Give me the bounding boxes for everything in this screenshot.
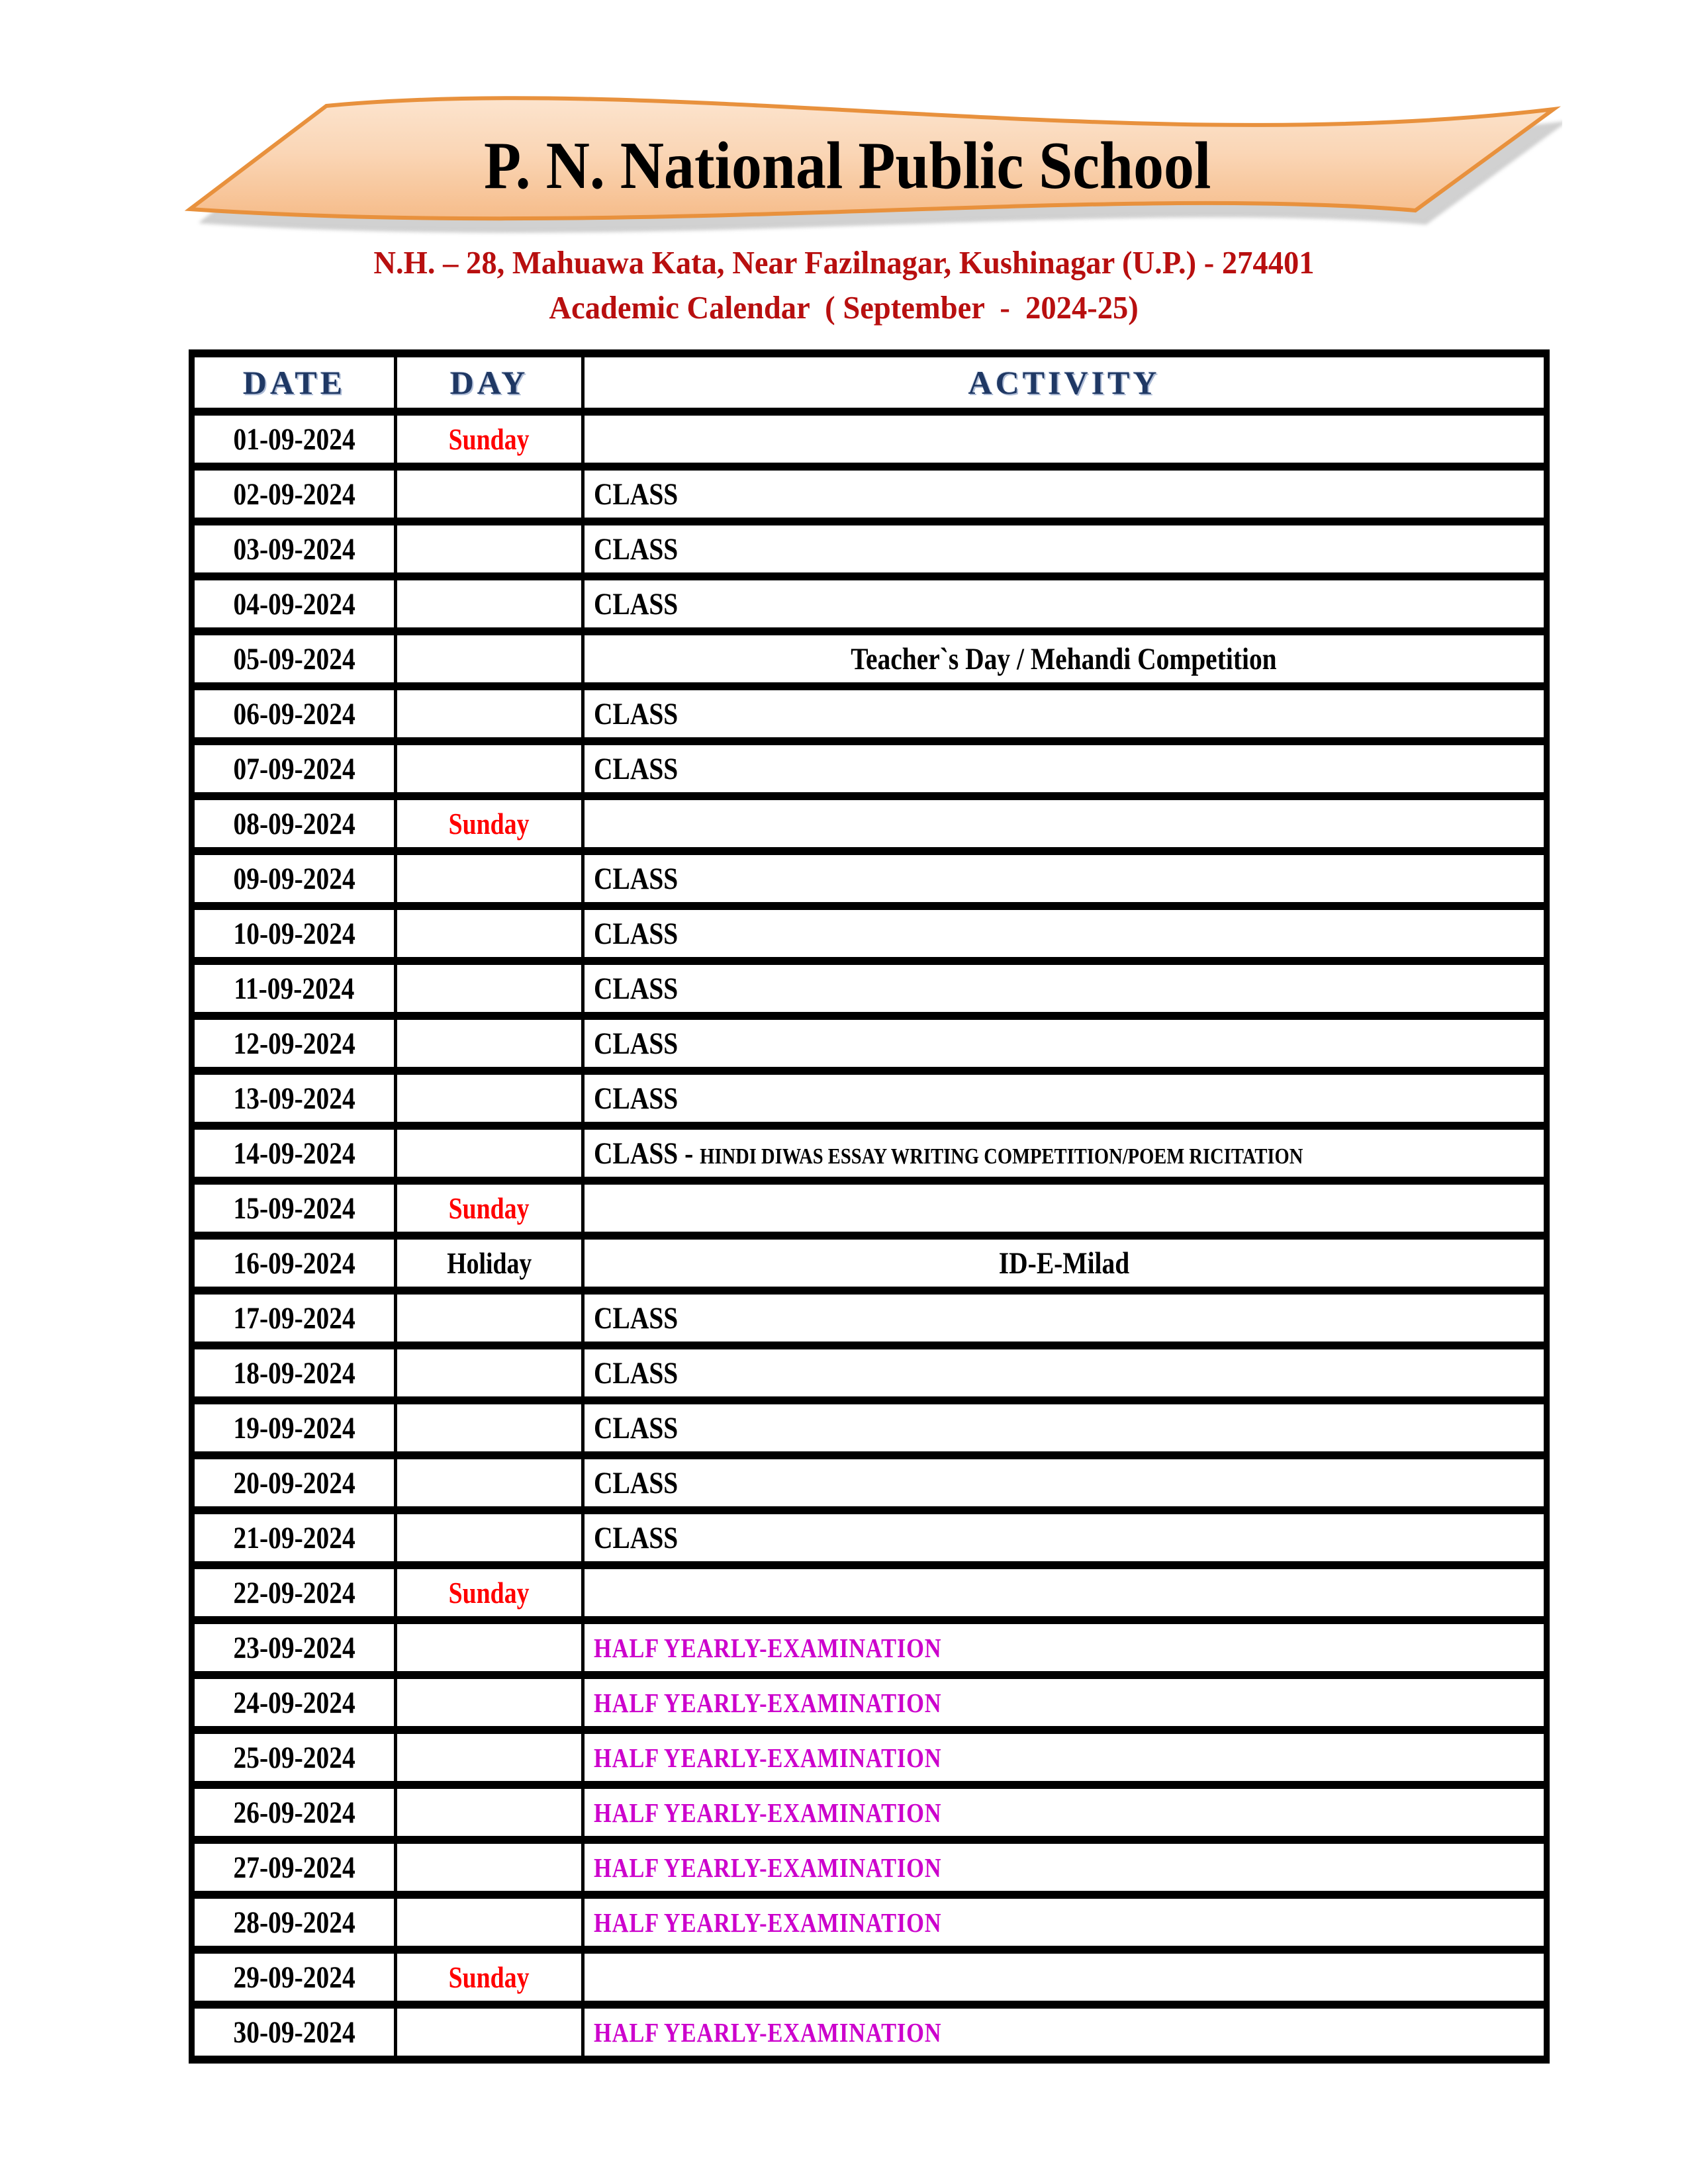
date-cell: 25-09-2024 bbox=[192, 1730, 396, 1785]
academic-calendar-table bbox=[189, 349, 1550, 2064]
date-cell: 30-09-2024 bbox=[192, 2005, 396, 2060]
school-address: N.H. – 28, Mahuawa Kata, Near Fazilnagar, Kushinagar (U.P.) - 274401 bbox=[373, 244, 1315, 281]
activity-cell: CLASS bbox=[583, 851, 1547, 906]
date-cell: 15-09-2024 bbox=[192, 1181, 396, 1236]
date-cell: 02-09-2024 bbox=[192, 467, 396, 522]
school-name: P. N. National Public School bbox=[483, 128, 1211, 203]
day-cell bbox=[396, 467, 583, 522]
table-row bbox=[192, 2005, 1547, 2060]
day-cell: Sunday bbox=[396, 796, 583, 851]
date-cell: 20-09-2024 bbox=[192, 1455, 396, 1510]
table-row bbox=[192, 1181, 1547, 1236]
activity-cell: Teacher`s Day / Mehandi Competition bbox=[583, 631, 1547, 686]
table-header-row bbox=[192, 353, 1547, 412]
column-header-activity: ACTIVITY bbox=[583, 353, 1547, 412]
activity-cell bbox=[583, 1181, 1547, 1236]
date-cell: 24-09-2024 bbox=[192, 1675, 396, 1730]
date-cell: 08-09-2024 bbox=[192, 796, 396, 851]
day-cell: Sunday bbox=[396, 412, 583, 467]
day-cell bbox=[396, 961, 583, 1016]
day-cell bbox=[396, 1455, 583, 1510]
date-cell: 09-09-2024 bbox=[192, 851, 396, 906]
activity-cell: HALF YEARLY-EXAMINATION bbox=[583, 2005, 1547, 2060]
table-row bbox=[192, 1510, 1547, 1565]
day-cell bbox=[396, 1345, 583, 1400]
table-row bbox=[192, 1565, 1547, 1620]
date-cell: 05-09-2024 bbox=[192, 631, 396, 686]
date-cell: 06-09-2024 bbox=[192, 686, 396, 741]
day-cell bbox=[396, 576, 583, 631]
date-cell: 04-09-2024 bbox=[192, 576, 396, 631]
day-cell bbox=[396, 1620, 583, 1675]
activity-cell: CLASS bbox=[583, 1455, 1547, 1510]
table-row bbox=[192, 1400, 1547, 1455]
activity-cell: CLASS bbox=[583, 1345, 1547, 1400]
day-cell bbox=[396, 631, 583, 686]
activity-cell: CLASS bbox=[583, 467, 1547, 522]
table-row bbox=[192, 796, 1547, 851]
date-cell: 13-09-2024 bbox=[192, 1071, 396, 1126]
table-row bbox=[192, 1291, 1547, 1345]
day-cell: Sunday bbox=[396, 1181, 583, 1236]
table-row bbox=[192, 1620, 1547, 1675]
table-row bbox=[192, 1236, 1547, 1291]
activity-cell: HALF YEARLY-EXAMINATION bbox=[583, 1840, 1547, 1895]
activity-cell: CLASS bbox=[583, 1071, 1547, 1126]
table-row bbox=[192, 522, 1547, 576]
date-cell: 21-09-2024 bbox=[192, 1510, 396, 1565]
table-row bbox=[192, 686, 1547, 741]
table-row bbox=[192, 1126, 1547, 1181]
activity-cell: CLASS bbox=[583, 1510, 1547, 1565]
activity-cell bbox=[583, 1950, 1547, 2005]
date-cell: 12-09-2024 bbox=[192, 1016, 396, 1071]
activity-cell: CLASS bbox=[583, 1016, 1547, 1071]
day-cell bbox=[396, 1510, 583, 1565]
calendar-title: Academic Calendar ( September - 2024-25) bbox=[549, 289, 1139, 326]
activity-cell bbox=[583, 796, 1547, 851]
activity-cell: HALF YEARLY-EXAMINATION bbox=[583, 1730, 1547, 1785]
day-cell bbox=[396, 741, 583, 796]
activity-cell: CLASS bbox=[583, 686, 1547, 741]
activity-cell: CLASS bbox=[583, 1291, 1547, 1345]
activity-cell: HALF YEARLY-EXAMINATION bbox=[583, 1785, 1547, 1840]
table-row bbox=[192, 467, 1547, 522]
activity-cell: CLASS bbox=[583, 522, 1547, 576]
date-cell: 18-09-2024 bbox=[192, 1345, 396, 1400]
activity-cell: HALF YEARLY-EXAMINATION bbox=[583, 1620, 1547, 1675]
table-row bbox=[192, 741, 1547, 796]
activity-cell: CLASS bbox=[583, 961, 1547, 1016]
date-cell: 19-09-2024 bbox=[192, 1400, 396, 1455]
day-cell bbox=[396, 851, 583, 906]
table-row bbox=[192, 851, 1547, 906]
activity-cell: CLASS bbox=[583, 741, 1547, 796]
table-row bbox=[192, 906, 1547, 961]
day-cell bbox=[396, 1016, 583, 1071]
table-row bbox=[192, 576, 1547, 631]
day-cell: Sunday bbox=[396, 1950, 583, 2005]
day-cell bbox=[396, 906, 583, 961]
column-header-date: DATE bbox=[192, 353, 396, 412]
day-cell bbox=[396, 1895, 583, 1950]
date-cell: 16-09-2024 bbox=[192, 1236, 396, 1291]
activity-cell: HALF YEARLY-EXAMINATION bbox=[583, 1895, 1547, 1950]
date-cell: 03-09-2024 bbox=[192, 522, 396, 576]
day-cell: Sunday bbox=[396, 1565, 583, 1620]
day-cell bbox=[396, 1400, 583, 1455]
table-row bbox=[192, 1950, 1547, 2005]
table-row bbox=[192, 1840, 1547, 1895]
activity-cell: ID-E-Milad bbox=[583, 1236, 1547, 1291]
table-row bbox=[192, 1730, 1547, 1785]
activity-cell: CLASS bbox=[583, 576, 1547, 631]
activity-cell bbox=[583, 1565, 1547, 1620]
table-row bbox=[192, 1345, 1547, 1400]
activity-cell: CLASS bbox=[583, 906, 1547, 961]
day-cell bbox=[396, 1785, 583, 1840]
table-row bbox=[192, 1455, 1547, 1510]
day-cell bbox=[396, 1840, 583, 1895]
table-row bbox=[192, 1675, 1547, 1730]
day-cell bbox=[396, 1291, 583, 1345]
day-cell bbox=[396, 1071, 583, 1126]
column-header-day: DAY bbox=[396, 353, 583, 412]
date-cell: 11-09-2024 bbox=[192, 961, 396, 1016]
date-cell: 01-09-2024 bbox=[192, 412, 396, 467]
date-cell: 27-09-2024 bbox=[192, 1840, 396, 1895]
date-cell: 26-09-2024 bbox=[192, 1785, 396, 1840]
activity-main-text: CLASS - bbox=[594, 1136, 700, 1171]
table-row bbox=[192, 1071, 1547, 1126]
date-cell: 28-09-2024 bbox=[192, 1895, 396, 1950]
day-cell bbox=[396, 1675, 583, 1730]
day-cell bbox=[396, 522, 583, 576]
date-cell: 17-09-2024 bbox=[192, 1291, 396, 1345]
day-cell: Holiday bbox=[396, 1236, 583, 1291]
table-row bbox=[192, 631, 1547, 686]
date-cell: 22-09-2024 bbox=[192, 1565, 396, 1620]
date-cell: 29-09-2024 bbox=[192, 1950, 396, 2005]
activity-cell: HALF YEARLY-EXAMINATION bbox=[583, 1675, 1547, 1730]
activity-detail-text: HINDI DIWAS ESSAY WRITING COMPETITION/POEM RICITATION bbox=[700, 1144, 1303, 1169]
activity-cell bbox=[583, 1126, 1547, 1181]
table-row bbox=[192, 1895, 1547, 1950]
day-cell bbox=[396, 1730, 583, 1785]
table-row bbox=[192, 1016, 1547, 1071]
activity-cell: CLASS bbox=[583, 1400, 1547, 1455]
day-cell bbox=[396, 686, 583, 741]
table-row bbox=[192, 961, 1547, 1016]
table-row bbox=[192, 412, 1547, 467]
date-cell: 23-09-2024 bbox=[192, 1620, 396, 1675]
date-cell: 14-09-2024 bbox=[192, 1126, 396, 1181]
day-cell bbox=[396, 1126, 583, 1181]
day-cell bbox=[396, 2005, 583, 2060]
table-row bbox=[192, 1785, 1547, 1840]
activity-cell bbox=[583, 412, 1547, 467]
date-cell: 10-09-2024 bbox=[192, 906, 396, 961]
date-cell: 07-09-2024 bbox=[192, 741, 396, 796]
